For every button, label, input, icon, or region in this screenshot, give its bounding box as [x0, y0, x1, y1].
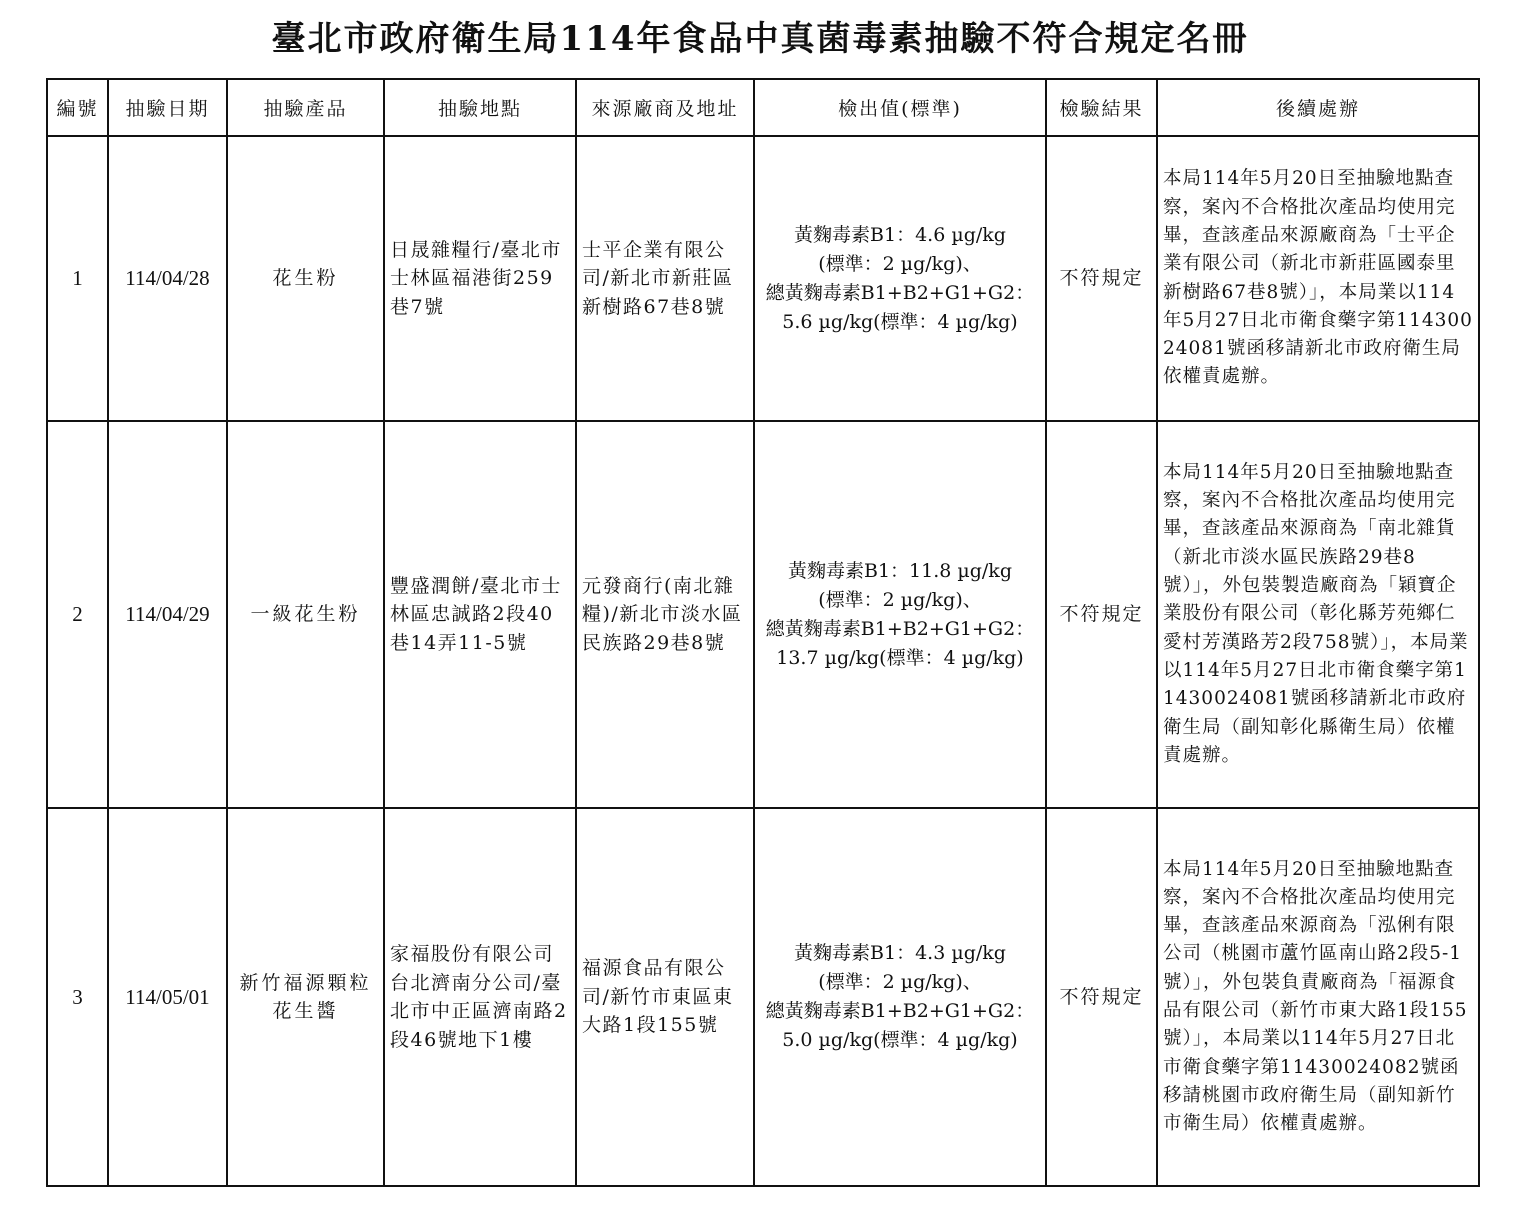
header-product: 抽驗產品: [227, 79, 384, 136]
detected-total-label: 總黃麴毒素B1+B2+G1+G2：: [765, 617, 1035, 640]
cell-no: 3: [47, 808, 108, 1186]
header-date: 抽驗日期: [108, 79, 227, 136]
cell-product: 花生粉: [227, 136, 384, 421]
detected-b1-standard: (標準：2 µg/kg)、: [818, 252, 982, 275]
cell-product: 一級花生粉: [227, 421, 384, 808]
table-row: [47, 808, 1479, 1186]
cell-date: 114/04/28: [108, 136, 227, 421]
noncompliance-table: [46, 78, 1480, 1187]
detected-b1-standard: (標準：2 µg/kg)、: [818, 588, 982, 611]
cell-followup: 本局114年5月20日至抽驗地點查察，案內不合格批次產品均使用完畢，查該產品來源商為「南北雜貨（新北市淡水區民族路29巷8號）」，外包裝製造廠商為「穎寶企業股份有限公司（彰化縣芳苑鄉仁愛村芳漢路芳2段758號）」，本局業以114年5月27日北市衛食藥字第11430024081號函移請新北市政府衛生局（副知彰化縣衛生局）依權責處辦。: [1157, 421, 1479, 808]
cell-detected: [754, 421, 1046, 808]
cell-result: 不符規定: [1046, 808, 1157, 1186]
cell-detected: [754, 808, 1046, 1186]
cell-followup: 本局114年5月20日至抽驗地點查察，案內不合格批次產品均使用完畢，查該產品來源商為「泓俐有限公司（桃園市蘆竹區南山路2段5-1號）」，外包裝負責廠商為「福源食品有限公司（新竹市東大路1段155號）」，本局業以114年5月27日北市衛食藥字第11430024082號函移請桃園市政府衛生局（副知新竹市衛生局）依權責處辦。: [1157, 808, 1479, 1186]
detected-b1: 黃麴毒素B1：4.3 µg/kg: [794, 942, 1006, 964]
header-followup: 後續處辦: [1157, 79, 1479, 136]
cell-no: 2: [47, 421, 108, 808]
cell-source: 士平企業有限公司/新北市新莊區新樹路67巷8號: [576, 136, 754, 421]
cell-date: 114/04/29: [108, 421, 227, 808]
detected-total-value: 13.7 µg/kg(標準：4 µg/kg): [776, 646, 1024, 669]
header-result: 檢驗結果: [1046, 79, 1157, 136]
header-location: 抽驗地點: [384, 79, 576, 136]
cell-date: 114/05/01: [108, 808, 227, 1186]
table-header-row: [47, 79, 1479, 136]
cell-location: 日晟雜糧行/臺北市士林區福港街259巷7號: [384, 136, 576, 421]
cell-location: 家福股份有限公司台北濟南分公司/臺北市中正區濟南路2段46號地下1樓: [384, 808, 576, 1186]
cell-detected: [754, 136, 1046, 421]
detected-b1-standard: (標準：2 µg/kg)、: [818, 971, 982, 993]
table-row: [47, 421, 1479, 808]
header-source: 來源廠商及地址: [576, 79, 754, 136]
cell-followup: 本局114年5月20日至抽驗地點查察，案內不合格批次產品均使用完畢，查該產品來源廠商為「士平企業有限公司（新北市新莊區國泰里新樹路67巷8號）」，本局業以114年5月27日北市衛食藥字第11430024081號函移請新北市政府衛生局依權責處辦。: [1157, 136, 1479, 421]
table-row: [47, 136, 1479, 421]
header-detected: 檢出值(標準): [754, 79, 1046, 136]
cell-location: 豐盛潤餅/臺北市士林區忠誠路2段40巷14弄11-5號: [384, 421, 576, 808]
cell-product: 新竹福源顆粒花生醬: [227, 808, 384, 1186]
page-title: 臺北市政府衛生局114年食品中真菌毒素抽驗不符合規定名冊: [271, 19, 1249, 59]
cell-source: 福源食品有限公司/新竹市東區東大路1段155號: [576, 808, 754, 1186]
cell-result: 不符規定: [1046, 136, 1157, 421]
detected-b1: 黃麴毒素B1：11.8 µg/kg: [788, 559, 1012, 582]
detected-total-label: 總黃麴毒素B1+B2+G1+G2：: [765, 1000, 1035, 1022]
cell-result: 不符規定: [1046, 421, 1157, 808]
detected-total-value: 5.0 µg/kg(標準：4 µg/kg): [782, 1029, 1018, 1051]
cell-source: 元發商行(南北雜糧)/新北市淡水區民族路29巷8號: [576, 421, 754, 808]
detected-total-value: 5.6 µg/kg(標準：4 µg/kg): [782, 310, 1018, 333]
cell-no: 1: [47, 136, 108, 421]
detected-b1: 黃麴毒素B1：4.6 µg/kg: [794, 223, 1006, 246]
detected-total-label: 總黃麴毒素B1+B2+G1+G2：: [765, 281, 1035, 304]
header-no: 編號: [47, 79, 108, 136]
